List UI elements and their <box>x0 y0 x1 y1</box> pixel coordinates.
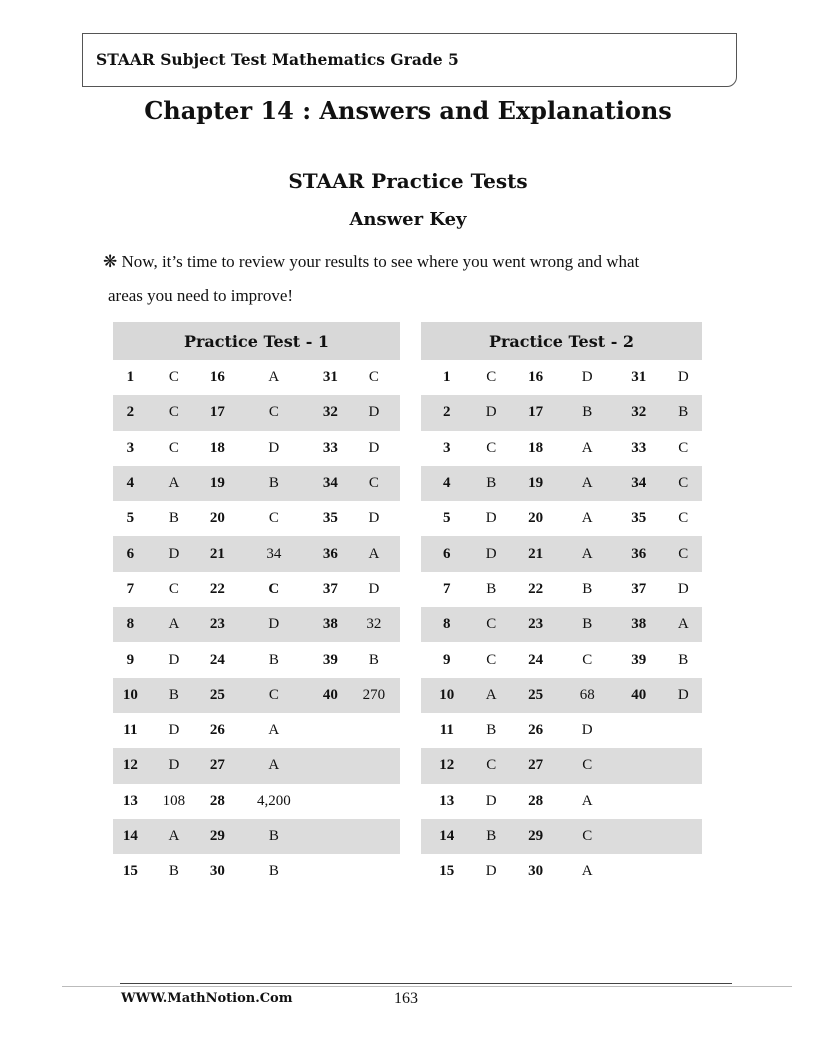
question-number: 1 <box>126 369 135 386</box>
table-row <box>113 784 400 819</box>
answer-value: C <box>368 369 379 386</box>
question-number: 24 <box>528 651 544 668</box>
answer-value: D <box>168 722 180 739</box>
question-number: 36 <box>613 536 665 571</box>
question-number: 11 <box>439 722 454 739</box>
table-title: Practice Test - 1 <box>113 322 400 360</box>
table-row <box>113 642 400 677</box>
answer-value: D <box>677 580 689 597</box>
question-number: 34 <box>313 466 348 501</box>
question-number: 10 <box>113 678 148 713</box>
page-number: 163 <box>394 990 418 1007</box>
answer-value: A <box>473 678 510 713</box>
question-number: 4 <box>421 466 473 501</box>
question-number <box>613 784 665 819</box>
question-number: 8 <box>113 607 148 642</box>
answer-value: C <box>168 439 179 456</box>
question-number: 19 <box>510 466 562 501</box>
answer-value: A <box>235 748 313 783</box>
question-number: 10 <box>421 678 473 713</box>
answer-value: C <box>473 607 510 642</box>
table-row <box>421 536 702 571</box>
question-number <box>613 748 665 783</box>
answer-value <box>665 854 702 889</box>
answer-value: C <box>582 651 593 668</box>
question-number: 9 <box>126 651 135 668</box>
answer-value: B <box>368 651 379 668</box>
table-title: Practice Test - 2 <box>421 322 702 360</box>
question-number: 24 <box>209 651 225 668</box>
intro-line-1: Now, it’s time to review your results to see where you went wrong and what <box>121 252 640 271</box>
answer-value: B <box>168 863 179 880</box>
answer-value: D <box>368 510 380 527</box>
question-number <box>313 819 348 854</box>
answer-value <box>348 819 400 854</box>
question-number: 15 <box>122 863 138 880</box>
question-number: 21 <box>200 536 235 571</box>
intro-line-2: areas you need to improve! <box>108 286 294 305</box>
question-number: 35 <box>322 510 338 527</box>
question-number: 22 <box>528 580 544 597</box>
answer-value: B <box>473 819 510 854</box>
table-row <box>421 431 702 466</box>
answer-value: A <box>581 510 593 527</box>
answer-value: D <box>148 536 200 571</box>
question-number: 40 <box>613 678 665 713</box>
question-number: 16 <box>528 369 544 386</box>
answer-value: D <box>485 510 497 527</box>
question-number: 39 <box>631 651 647 668</box>
answer-value: C <box>473 748 510 783</box>
answer-value: D <box>485 792 497 809</box>
answer-value: 32 <box>348 607 400 642</box>
answer-value: B <box>235 819 313 854</box>
answer-value: C <box>168 580 179 597</box>
answer-value: B <box>486 722 497 739</box>
answer-value: D <box>235 607 313 642</box>
question-number: 17 <box>510 395 562 430</box>
table-row <box>113 536 400 571</box>
question-number: 23 <box>200 607 235 642</box>
table-row <box>113 466 400 501</box>
question-number <box>313 784 348 819</box>
answer-value: B <box>235 466 313 501</box>
question-number: 34 <box>613 466 665 501</box>
answer-value: B <box>582 580 593 597</box>
answer-value: C <box>268 580 280 597</box>
answer-value: B <box>268 863 279 880</box>
table-row <box>113 395 400 430</box>
question-number: 5 <box>443 510 451 527</box>
question-number: 28 <box>528 792 544 809</box>
question-number <box>613 713 665 748</box>
question-number: 29 <box>200 819 235 854</box>
question-number: 13 <box>439 792 455 809</box>
table-row <box>113 713 400 748</box>
question-number: 7 <box>126 580 135 597</box>
table-row <box>113 678 400 713</box>
question-number: 31 <box>631 369 647 386</box>
question-number: 37 <box>322 580 338 597</box>
answer-value: A <box>561 536 613 571</box>
question-number <box>313 713 348 748</box>
chapter-title: Chapter 14 : Answers and Explanations <box>144 96 672 125</box>
running-header-title: STAAR Subject Test Mathematics Grade 5 <box>96 50 459 69</box>
answer-value: B <box>665 395 702 430</box>
answer-value: C <box>486 369 497 386</box>
question-number: 14 <box>113 819 148 854</box>
answer-value: 108 <box>162 792 186 809</box>
intro-paragraph <box>103 245 723 313</box>
table-row <box>113 607 400 642</box>
table-row <box>421 572 702 607</box>
question-number: 3 <box>126 439 135 456</box>
answer-value: 68 <box>561 678 613 713</box>
answer-value: A <box>665 607 702 642</box>
table-row <box>421 466 702 501</box>
question-number: 16 <box>209 369 225 386</box>
answer-value: D <box>677 369 689 386</box>
question-number: 5 <box>126 510 135 527</box>
practice-test-2-table <box>421 322 702 889</box>
answer-value: 4,200 <box>256 792 291 809</box>
running-header-box <box>82 33 737 87</box>
question-number: 38 <box>613 607 665 642</box>
question-number: 27 <box>510 748 562 783</box>
answer-value: C <box>678 439 689 456</box>
answer-value: 270 <box>348 678 400 713</box>
table-row <box>421 748 702 783</box>
question-number: 18 <box>209 439 225 456</box>
answer-value: C <box>235 395 313 430</box>
question-number: 22 <box>209 580 225 597</box>
table-row <box>113 748 400 783</box>
table-row <box>421 819 702 854</box>
answer-value: D <box>665 678 702 713</box>
question-number: 12 <box>113 748 148 783</box>
answer-value <box>348 854 400 889</box>
table-row <box>421 642 702 677</box>
answer-value: C <box>148 395 200 430</box>
answer-value <box>348 748 400 783</box>
table-row <box>113 854 400 889</box>
answer-value: B <box>148 678 200 713</box>
question-number: 29 <box>510 819 562 854</box>
question-number <box>313 748 348 783</box>
table-row <box>421 713 702 748</box>
answer-value: A <box>581 863 593 880</box>
table-row <box>113 431 400 466</box>
answer-value: B <box>268 651 279 668</box>
answer-value: 34 <box>235 536 313 571</box>
question-number: 20 <box>528 510 544 527</box>
question-number: 28 <box>209 792 225 809</box>
table-row <box>421 501 702 536</box>
answer-value: C <box>486 651 497 668</box>
answer-value: B <box>561 395 613 430</box>
answer-value: B <box>678 651 689 668</box>
answer-value: D <box>348 395 400 430</box>
answer-value: C <box>486 439 497 456</box>
question-number <box>313 854 348 889</box>
question-number: 33 <box>631 439 647 456</box>
question-number: 3 <box>443 439 451 456</box>
question-number: 32 <box>613 395 665 430</box>
answer-value: A <box>561 466 613 501</box>
question-number <box>613 854 665 889</box>
answer-value: A <box>148 607 200 642</box>
answer-value: A <box>148 819 200 854</box>
answer-value <box>665 748 702 783</box>
answer-key-title: Answer Key <box>349 209 467 230</box>
answer-value: D <box>168 651 180 668</box>
question-number: 21 <box>510 536 562 571</box>
question-number: 40 <box>313 678 348 713</box>
answer-value: C <box>348 466 400 501</box>
question-number: 18 <box>528 439 544 456</box>
question-number: 1 <box>443 369 451 386</box>
question-number: 26 <box>528 722 544 739</box>
answer-value: A <box>581 792 593 809</box>
question-number: 2 <box>113 395 148 430</box>
question-number: 12 <box>421 748 473 783</box>
answer-value: A <box>348 536 400 571</box>
answer-value: A <box>148 466 200 501</box>
answer-value: B <box>473 466 510 501</box>
question-number: 39 <box>322 651 338 668</box>
question-number: 30 <box>209 863 225 880</box>
question-number: 8 <box>421 607 473 642</box>
answer-value: D <box>368 439 380 456</box>
table-row <box>421 678 702 713</box>
table-row <box>113 360 400 395</box>
answer-value: A <box>268 722 280 739</box>
answer-value: D <box>581 369 593 386</box>
answer-value: B <box>486 580 497 597</box>
answer-value: C <box>268 510 279 527</box>
answer-value: A <box>268 369 280 386</box>
question-number: 35 <box>631 510 647 527</box>
answer-value <box>665 819 702 854</box>
question-number: 25 <box>200 678 235 713</box>
question-number: 25 <box>510 678 562 713</box>
question-number: 37 <box>631 580 647 597</box>
answer-value: D <box>485 863 497 880</box>
question-number: 27 <box>200 748 235 783</box>
table-row <box>421 360 702 395</box>
answer-value <box>348 784 400 819</box>
question-number: 26 <box>209 722 225 739</box>
footer-rule <box>120 983 732 984</box>
answer-value: C <box>235 678 313 713</box>
answer-value: C <box>665 536 702 571</box>
question-number: 20 <box>209 510 225 527</box>
question-number: 6 <box>113 536 148 571</box>
question-number: 4 <box>113 466 148 501</box>
question-number: 36 <box>313 536 348 571</box>
question-number: 14 <box>421 819 473 854</box>
question-number <box>613 819 665 854</box>
question-number: 31 <box>322 369 338 386</box>
question-number: 13 <box>122 792 138 809</box>
footer-website: WWW.MathNotion.Com <box>121 991 293 1006</box>
table-row <box>421 395 702 430</box>
table-row <box>421 607 702 642</box>
answer-value: D <box>473 395 510 430</box>
answer-value: A <box>581 439 593 456</box>
answer-value: C <box>168 369 179 386</box>
question-number: 6 <box>421 536 473 571</box>
answer-value: D <box>268 439 280 456</box>
footer-rule-light <box>62 986 792 987</box>
answer-value <box>348 713 400 748</box>
answer-value <box>665 784 702 819</box>
question-number: 11 <box>123 722 138 739</box>
question-number: 30 <box>528 863 544 880</box>
question-number: 23 <box>510 607 562 642</box>
answer-value <box>665 713 702 748</box>
question-number: 32 <box>313 395 348 430</box>
question-number: 19 <box>200 466 235 501</box>
answer-value: C <box>561 748 613 783</box>
practice-test-1-table <box>113 322 400 889</box>
answer-value: D <box>581 722 593 739</box>
answer-value: D <box>473 536 510 571</box>
question-number: 33 <box>322 439 338 456</box>
answer-value: C <box>665 466 702 501</box>
flower-bullet-icon: ❋ <box>103 252 118 271</box>
answer-value: B <box>561 607 613 642</box>
answer-value: C <box>678 510 689 527</box>
table-row <box>113 819 400 854</box>
question-number: 9 <box>443 651 451 668</box>
question-number: 38 <box>313 607 348 642</box>
question-number: 2 <box>421 395 473 430</box>
table-row <box>421 854 702 889</box>
question-number: 7 <box>443 580 451 597</box>
answer-value: B <box>168 510 179 527</box>
question-number: 17 <box>200 395 235 430</box>
section-title: STAAR Practice Tests <box>288 169 528 193</box>
answer-value: C <box>561 819 613 854</box>
table-row <box>113 572 400 607</box>
answer-value: D <box>368 580 380 597</box>
answer-value: D <box>148 748 200 783</box>
table-row <box>421 784 702 819</box>
question-number: 15 <box>439 863 455 880</box>
table-row <box>113 501 400 536</box>
